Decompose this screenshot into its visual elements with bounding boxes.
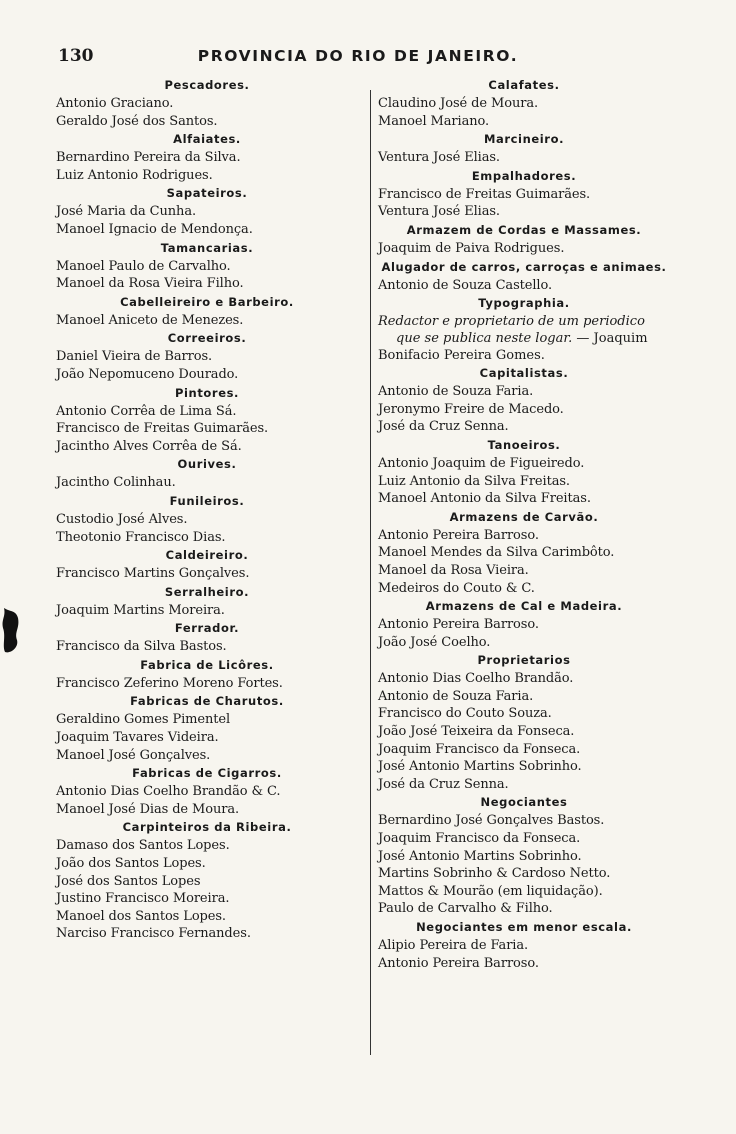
section-heading: Armazens de Carvão. <box>449 509 599 524</box>
page-number: 130 <box>58 46 94 66</box>
section-typographia <box>378 294 670 364</box>
section-pescadores <box>56 76 358 130</box>
directory-entry: Manoel Mendes da Silva Carimbôto. <box>378 545 615 561</box>
column-rule <box>370 90 371 1055</box>
section-heading: Pintores. <box>174 385 240 400</box>
directory-entry: José Antonio Martins Sobrinho. <box>378 848 582 864</box>
directory-entry: Ventura José Elias. <box>378 150 500 166</box>
section-heading: Tamancarias. <box>160 240 254 255</box>
section-armazens-de-cal-e-madeira <box>378 597 670 651</box>
directory-entry: Manoel da Rosa Vieira. <box>378 562 529 578</box>
running-head: PROVINCIA DO RIO DE JANEIRO. <box>197 47 519 65</box>
section-negociantes <box>378 793 670 918</box>
directory-entry: Joaquim Francisco da Fonseca. <box>378 741 581 757</box>
section-negociantes-em-menor-escala <box>378 918 670 972</box>
section-heading: Proprietarios <box>477 653 571 668</box>
directory-entry: Francisco de Freitas Guimarães. <box>378 186 591 202</box>
section-pintores <box>56 384 358 456</box>
directory-entry: Antonio Joaquim de Figueiredo. <box>378 455 585 471</box>
directory-entry: Geraldo José dos Santos. <box>56 113 218 129</box>
directory-entry: Francisco da Silva Bastos. <box>56 639 227 655</box>
directory-entry: Jacintho Alves Corrêa de Sá. <box>56 438 242 454</box>
directory-entry: Joaquim Tavares Videira. <box>56 730 219 746</box>
section-heading: Negociantes <box>480 795 568 810</box>
section-calafates <box>378 76 670 130</box>
directory-entry: Medeiros do Couto & C. <box>378 580 535 596</box>
directory-entry: José da Cruz Senna. <box>378 776 509 792</box>
directory-entry: Joaquim Francisco da Fonseca. <box>378 831 581 847</box>
section-correeiros <box>56 329 358 383</box>
directory-entry: Ventura José Elias. <box>378 204 500 220</box>
directory-entry: Antonio Graciano. <box>56 96 174 111</box>
directory-entry: João José Coelho. <box>378 634 491 650</box>
directory-entry: Martins Sobrinho & Cardoso Netto. <box>378 866 611 882</box>
section-heading: Caldeireiro. <box>165 548 249 563</box>
section-heading: Typographia. <box>478 296 570 311</box>
section-alugador-de-carros-carrocas-e-animaes <box>378 258 670 295</box>
directory-entry: Justino Francisco Moreira. <box>56 891 230 907</box>
directory-entry: Bernardino José Gonçalves Bastos. <box>378 813 605 829</box>
directory-entry: Daniel Vieira de Barros. <box>56 349 213 365</box>
right-column <box>378 76 670 972</box>
page-header <box>58 46 588 66</box>
directory-entry: Antonio Pereira Barroso. <box>378 955 539 971</box>
directory-entry: Manoel Aniceto de Menezes. <box>56 312 244 328</box>
section-carpinteiros-da-ribeira <box>56 818 358 943</box>
directory-entry: Claudino José de Moura. <box>378 96 539 111</box>
directory-entry: José dos Santos Lopes <box>56 873 201 889</box>
typographia-plain-1: — Joaquim <box>576 331 648 347</box>
directory-entry: Jeronymo Freire de Macedo. <box>378 401 564 417</box>
directory-entry: João Nepomuceno Dourado. <box>56 366 239 382</box>
directory-entry: Theotonio Francisco Dias. <box>56 529 226 545</box>
section-proprietarios <box>378 651 670 793</box>
typographia-italic-2: que se publica neste logar. <box>396 331 573 347</box>
directory-entry: Antonio Pereira Barroso. <box>378 527 539 543</box>
section-heading: Negociantes em menor escala. <box>416 920 632 934</box>
directory-entry: Antonio Dias Coelho Brandão & C. <box>56 784 281 800</box>
directory-entry: Manoel dos Santos Lopes. <box>56 908 226 924</box>
directory-entry: Antonio Pereira Barroso. <box>378 617 539 633</box>
directory-entry: Antonio Corrêa de Lima Sá. <box>56 403 237 419</box>
section-heading: Alugador de carros, carroças e animaes. <box>381 259 667 274</box>
directory-entry: Manoel Mariano. <box>378 113 490 129</box>
directory-entry: Joaquim Martins Moreira. <box>56 602 225 618</box>
section-heading: Calafates. <box>488 78 560 92</box>
section-armazem-de-cordas-e-massames <box>378 221 670 258</box>
section-heading: Tanoeiros. <box>487 437 561 452</box>
section-tamancarias <box>56 239 358 293</box>
directory-entry: Damaso dos Santos Lopes. <box>56 838 230 854</box>
directory-entry: Francisco Zeferino Moreno Fortes. <box>56 675 283 691</box>
section-caldeireiro <box>56 546 358 583</box>
directory-entry: José Antonio Martins Sobrinho. <box>378 759 582 775</box>
section-heading: Fabricas de Cigarros. <box>132 766 282 781</box>
section-heading: Ourives. <box>177 457 237 472</box>
section-cabelleireiro-e-barbeiro <box>56 293 358 330</box>
section-armazens-de-carvao <box>378 508 670 597</box>
directory-entry: Francisco Martins Gonçalves. <box>56 566 250 582</box>
directory-entry: Narciso Francisco Fernandes. <box>56 926 251 942</box>
directory-entry: Luiz Antonio Rodrigues. <box>56 167 213 183</box>
directory-entry: Francisco de Freitas Guimarães. <box>56 421 269 437</box>
section-alfaiates <box>56 130 358 184</box>
section-tanoeiros <box>378 436 670 508</box>
directory-entry: Antonio de Souza Castello. <box>378 277 553 293</box>
section-heading: Capitalistas. <box>479 366 569 381</box>
directory-entry: Antonio Dias Coelho Brandão. <box>378 671 574 687</box>
section-fabrica-de-licores <box>56 656 358 693</box>
directory-entry: Joaquim de Paiva Rodrigues. <box>378 240 565 256</box>
directory-entry: Custodio José Alves. <box>56 511 188 527</box>
section-fabricas-de-charutos <box>56 692 358 764</box>
section-heading: Fabricas de Charutos. <box>130 694 284 709</box>
directory-entry: João dos Santos Lopes. <box>56 856 206 872</box>
section-heading: Pescadores. <box>164 78 250 92</box>
section-heading: Fabrica de Licôres. <box>140 657 274 672</box>
directory-entry: Geraldino Gomes Pimentel <box>56 712 231 728</box>
section-heading: Alfaiates. <box>173 132 241 147</box>
directory-entry: Mattos & Mourão (em liquidação). <box>378 883 603 899</box>
section-fabricas-de-cigarros <box>56 764 358 818</box>
section-heading: Serralheiro. <box>164 584 250 599</box>
directory-entry: Manoel José Dias de Moura. <box>56 801 240 817</box>
typographia-plain-2: Bonifacio Pereira Gomes. <box>378 348 545 364</box>
section-serralheiro <box>56 583 358 620</box>
section-empalhadores <box>378 167 670 221</box>
section-heading: Sapateiros. <box>166 186 248 201</box>
section-capitalistas <box>378 364 670 436</box>
directory-entry: Jacintho Colinhau. <box>56 475 176 491</box>
left-column <box>56 76 358 943</box>
section-ferrador <box>56 619 358 656</box>
directory-entry: Alipio Pereira de Faria. <box>378 938 529 953</box>
section-heading: Armazens de Cal e Madeira. <box>425 599 623 614</box>
section-heading: Carpinteiros da Ribeira. <box>122 820 292 835</box>
directory-entry: Manoel Antonio da Silva Freitas. <box>378 491 591 507</box>
typographia-italic-1: Redactor e proprietario de um periodico <box>378 314 645 330</box>
directory-entry: Antonio de Souza Faria. <box>378 688 534 704</box>
directory-entry: Francisco do Couto Souza. <box>378 706 552 722</box>
section-heading: Funileiros. <box>169 493 245 508</box>
section-heading: Empalhadores. <box>471 168 577 183</box>
section-heading: Cabelleireiro e Barbeiro. <box>120 294 294 309</box>
directory-entry: José Maria da Cunha. <box>56 204 197 220</box>
directory-entry: Luiz Antonio da Silva Freitas. <box>378 473 570 489</box>
section-marcineiro <box>378 130 670 167</box>
directory-entry: Manoel Ignacio de Mendonça. <box>56 221 253 237</box>
section-ourives <box>56 455 358 492</box>
section-sapateiros <box>56 184 358 238</box>
section-heading: Armazem de Cordas e Massames. <box>406 222 642 237</box>
directory-entry: João José Teixeira da Fonseca. <box>378 724 575 740</box>
directory-entry: Paulo de Carvalho & Filho. <box>378 901 553 917</box>
directory-entry: Manoel Paulo de Carvalho. <box>56 258 231 274</box>
section-heading: Marcineiro. <box>483 132 565 147</box>
directory-entry: José da Cruz Senna. <box>378 419 509 435</box>
directory-entry: Bernardino Pereira da Silva. <box>56 150 241 166</box>
ink-blot-mark <box>0 606 22 656</box>
directory-entry: Antonio de Souza Faria. <box>378 384 534 400</box>
section-funileiros <box>56 492 358 546</box>
typographia-entry <box>378 313 670 364</box>
section-heading: Ferrador. <box>174 621 240 636</box>
directory-entry: Manoel José Gonçalves. <box>56 747 211 763</box>
directory-entry: Manoel da Rosa Vieira Filho. <box>56 276 244 292</box>
section-heading: Correeiros. <box>167 331 247 346</box>
